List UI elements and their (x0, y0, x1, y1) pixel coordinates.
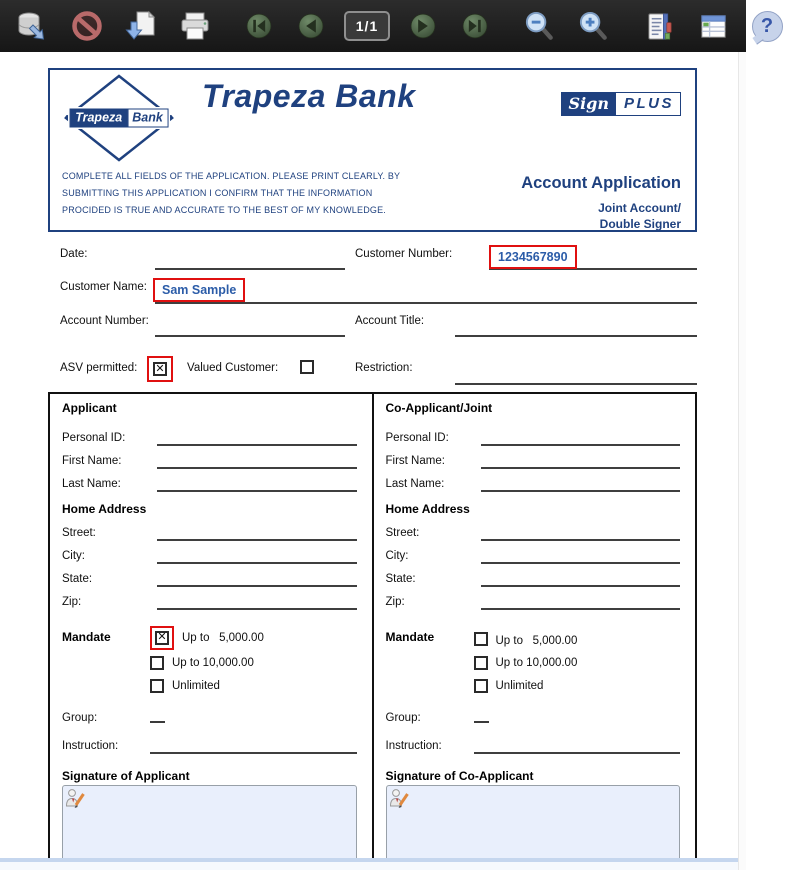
signature-header: Signature of Applicant (62, 769, 190, 783)
group-label: Group: (385, 712, 421, 724)
applicant-section-box (48, 392, 697, 858)
asv-permitted-label: ASV permitted: (60, 362, 138, 374)
zoom-out-icon (523, 10, 556, 43)
mandate-unlimited-label: Unlimited (172, 679, 220, 692)
street-label: Street: (385, 527, 420, 539)
export-database-button[interactable] (14, 7, 52, 45)
last-name-label: Last Name: (62, 478, 121, 490)
signplus-sign: Sign (561, 92, 616, 116)
help-button[interactable] (748, 7, 786, 45)
customer-name-label: Customer Name: (60, 281, 147, 293)
asv-permitted-checkbox[interactable]: ✕ (153, 362, 167, 376)
mandate-label: Mandate (385, 630, 435, 644)
form-header-box (48, 68, 697, 232)
zoom-out-button[interactable] (520, 7, 558, 45)
date-field[interactable] (155, 268, 345, 270)
co-mandate-unlimited-checkbox[interactable] (474, 679, 488, 693)
account-number-label: Account Number: (60, 315, 149, 327)
date-label: Date: (60, 248, 88, 260)
mandate-unlimited-checkbox[interactable] (150, 679, 164, 693)
next-page-icon (408, 11, 438, 41)
toolbar-group-zoom (506, 7, 626, 45)
applicant-header: Applicant (62, 401, 117, 415)
signplus-plus: PLUS (616, 92, 681, 116)
last-page-button[interactable] (456, 7, 494, 45)
restriction-label: Restriction: (355, 362, 413, 374)
logo-text-trapeza: Trapeza (70, 110, 127, 127)
mandate-10000-checkbox[interactable] (150, 656, 164, 670)
next-page-button[interactable] (404, 7, 442, 45)
first-page-icon (244, 11, 274, 41)
document-pages-button[interactable] (640, 7, 678, 45)
co-last-name-field[interactable] (481, 490, 681, 492)
customer-number-label: Customer Number: (355, 248, 453, 260)
city-label: City: (385, 550, 409, 562)
group-label: Group: (62, 712, 98, 724)
first-name-label: First Name: (62, 455, 122, 467)
customer-name-value[interactable]: Sam Sample (153, 278, 245, 302)
mandate-5000-highlight (150, 626, 174, 650)
zip-field[interactable] (157, 608, 357, 610)
co-applicant-header: Co-Applicant/Joint (385, 401, 493, 415)
account-title-field[interactable] (455, 335, 697, 337)
viewer-bottom-edge (0, 862, 746, 870)
street-label: Street: (62, 527, 96, 539)
help-icon (752, 11, 783, 42)
logo-arrow-right-icon: › (169, 111, 174, 124)
signer-icon (389, 788, 411, 810)
mandate-section (386, 628, 681, 693)
group-field[interactable] (150, 721, 165, 723)
print-button[interactable] (176, 7, 214, 45)
customer-name-field[interactable] (155, 302, 697, 304)
co-street-field[interactable] (481, 539, 681, 541)
last-name-label: Last Name: (385, 478, 445, 490)
state-label: State: (385, 573, 416, 585)
block-button[interactable] (68, 7, 106, 45)
logo-text-bank: Bank (127, 110, 168, 127)
mandate-5000-label: Up to 5,000.00 (182, 631, 264, 644)
state-field[interactable] (157, 585, 357, 587)
home-address-header: Home Address (62, 502, 147, 516)
bank-logo (60, 74, 178, 170)
restriction-field[interactable] (455, 383, 697, 385)
co-applicant-column (374, 394, 696, 858)
document-viewer (0, 52, 746, 870)
print-icon (178, 9, 212, 43)
co-zip-field[interactable] (481, 608, 681, 610)
mandate-5000-label: Up to 5,000.00 (495, 635, 578, 647)
vertical-scrollbar[interactable] (738, 52, 746, 870)
co-state-field[interactable] (481, 585, 681, 587)
toolbar-group-pages (228, 7, 506, 45)
applicant-column (50, 394, 372, 858)
state-label: State: (62, 573, 93, 585)
co-mandate-10000-checkbox[interactable] (474, 656, 488, 670)
toolbar (0, 0, 774, 52)
account-number-field[interactable] (155, 335, 345, 337)
signer-icon (65, 788, 87, 810)
zip-label: Zip: (385, 596, 405, 608)
valued-customer-label: Valued Customer: (187, 362, 279, 374)
home-address-header: Home Address (385, 502, 470, 516)
form-table-icon (697, 10, 730, 43)
toolbar-group-file (0, 7, 228, 45)
instruction-label: Instruction: (62, 740, 119, 752)
co-group-field[interactable] (474, 721, 489, 723)
co-city-field[interactable] (481, 562, 681, 564)
signplus-logo (561, 92, 681, 116)
street-field[interactable] (157, 539, 357, 541)
page-indicator[interactable]: 1/1 (344, 11, 390, 41)
city-field[interactable] (157, 562, 357, 564)
city-label: City: (62, 550, 85, 562)
previous-page-icon (296, 11, 326, 41)
form-instructions: COMPLETE ALL FIELDS OF THE APPLICATION. PLEASE PRINT CLEARLY. BY SUBMITTING THIS APPLICATION I CONFIRM THAT THE INFORMATION PROCIDED IS TRUE AND ACCURATE TO THE BEST OF MY KNOWLEDGE. (62, 171, 401, 216)
save-document-icon (124, 9, 158, 43)
instruction-field[interactable] (150, 752, 357, 754)
last-page-icon (460, 11, 490, 41)
co-instruction-field[interactable] (474, 752, 681, 754)
save-document-button[interactable] (122, 7, 160, 45)
co-applicant-signature-pad[interactable] (386, 785, 681, 865)
co-first-name-field[interactable] (481, 467, 681, 469)
toolbar-group-tools (626, 7, 800, 45)
instruction-label: Instruction: (385, 740, 442, 752)
co-personal-id-field[interactable] (481, 444, 681, 446)
account-title-label: Account Title: (355, 315, 425, 327)
block-icon (70, 9, 104, 43)
customer-number-value[interactable]: 1234567890 (489, 245, 577, 269)
zoom-in-button[interactable] (574, 7, 612, 45)
last-name-field[interactable] (157, 490, 357, 492)
first-name-field[interactable] (157, 467, 357, 469)
personal-id-label: Personal ID: (62, 432, 126, 444)
mandate-unlimited-label: Unlimited (495, 679, 544, 692)
valued-customer-checkbox[interactable] (300, 360, 314, 374)
mandate-10000-label: Up to 10,000.00 (172, 656, 254, 669)
mandate-label: Mandate (62, 630, 111, 644)
document-pages-icon (643, 10, 676, 43)
personal-id-label: Personal ID: (385, 432, 449, 444)
first-page-button[interactable] (240, 7, 278, 45)
export-database-icon (16, 9, 50, 43)
personal-id-field[interactable] (157, 444, 357, 446)
logo-arrow-left-icon: ‹ (64, 111, 69, 124)
first-name-label: First Name: (385, 455, 445, 467)
application-title: Account Application (521, 174, 681, 192)
form-table-button[interactable] (694, 7, 732, 45)
co-mandate-5000-checkbox[interactable] (474, 632, 488, 646)
mandate-section (62, 628, 357, 693)
account-type: Joint Account/ Double Signer (598, 201, 681, 232)
co-signature-header: Signature of Co-Applicant (385, 769, 534, 783)
mandate-5000-checkbox[interactable]: ✕ (155, 631, 169, 645)
mandate-10000-label: Up to 10,000.00 (495, 656, 578, 669)
help-glyph: ? (760, 14, 774, 37)
zoom-in-icon (577, 10, 610, 43)
applicant-signature-pad[interactable] (62, 785, 357, 865)
asv-permitted-highlight (147, 356, 173, 382)
previous-page-button[interactable] (292, 7, 330, 45)
zip-label: Zip: (62, 596, 82, 608)
bank-title: Trapeza Bank (202, 78, 416, 114)
